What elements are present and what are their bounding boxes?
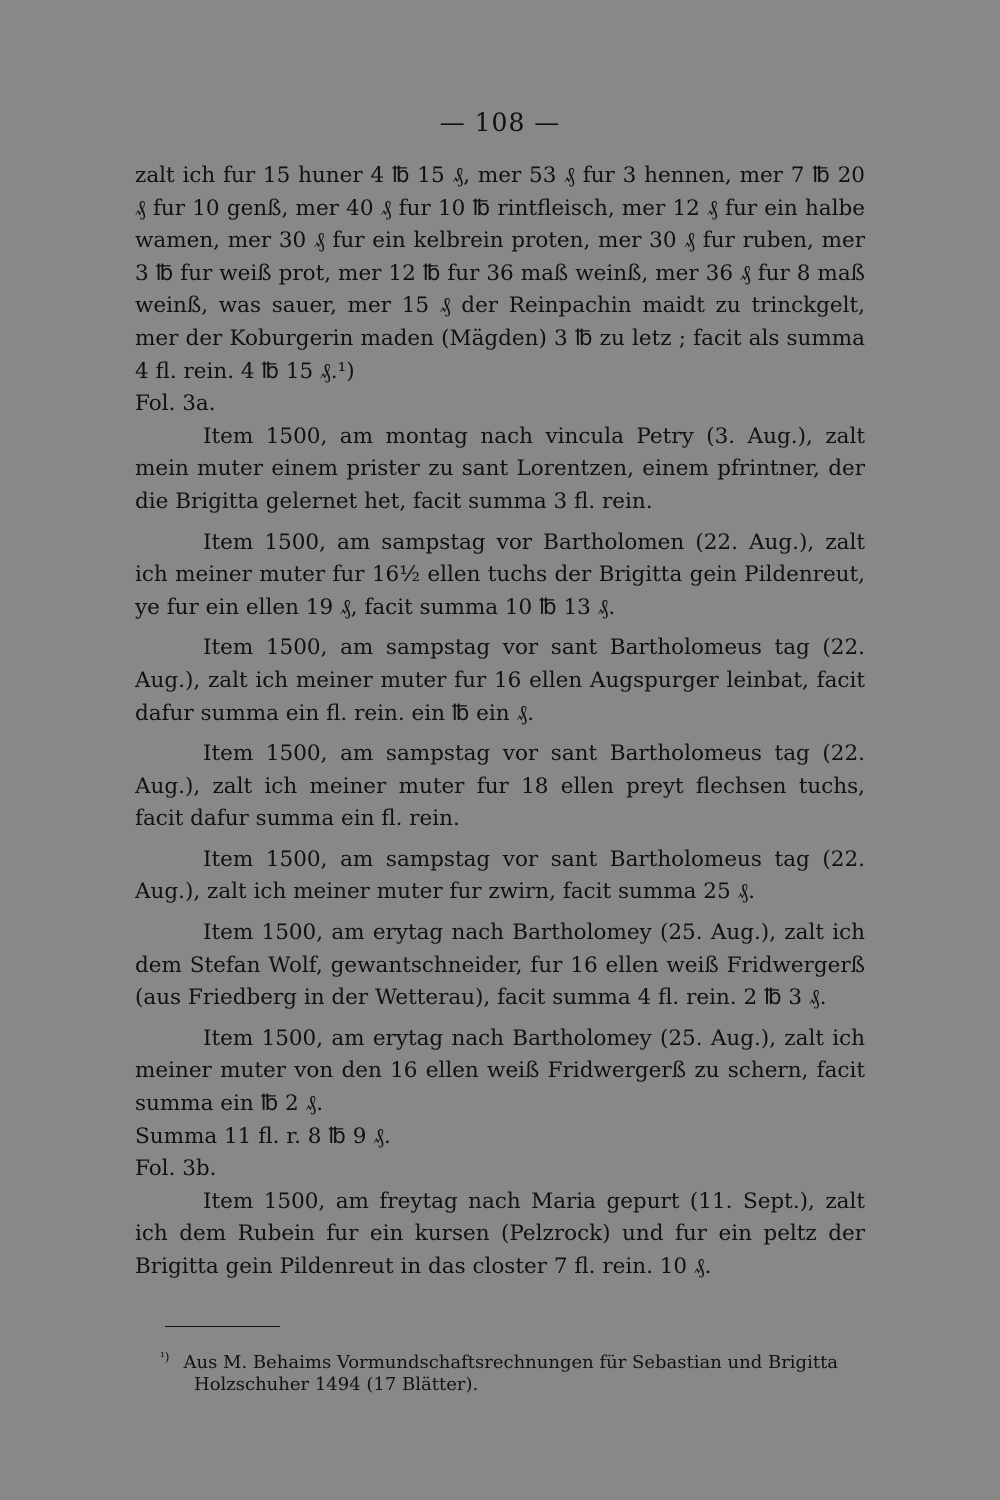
summa-line: Summa 11 fl. r. 8 ℔ 9 ₰.: [135, 1123, 391, 1149]
page-number: — 108 —: [439, 108, 561, 137]
paragraph: Item 1500, am montag nach vincula Petry (3. Aug.), zalt mein muter einem prister zu sant Lorentzen, einem pfrintner, der die Brigitta gelernet het, facit summa 3 fl. rein.: [135, 423, 865, 514]
paragraph: Item 1500, am sampstag vor sant Bartholomeus tag (22. Aug.), zalt ich meiner muter fur 16 ellen Augspurger leinbat, facit dafur summa ein fl. rein. ein ℔ ein ₰.: [135, 635, 865, 726]
paragraph: Item 1500, am sampstag vor sant Bartholomeus tag (22. Aug.), zalt ich meiner muter fur zwirn, facit summa 25 ₰.: [135, 846, 865, 905]
footnote-rule: [165, 1326, 280, 1327]
paragraph: Item 1500, am sampstag vor sant Bartholomeus tag (22. Aug.), zalt ich meiner muter fur 18 ellen preyt flechsen tuchs, facit dafur summa ein fl. rein.: [135, 741, 865, 832]
footnote: [160, 1346, 870, 1396]
footnote-mark: ¹): [160, 1350, 170, 1364]
paragraph: zalt ich fur 15 huner 4 ℔ 15 ₰, mer 53 ₰ fur 3 hennen, mer 7 ℔ 20 ₰ fur 10 genß, mer 40 ₰ fur 10 ℔ rintfleisch, mer 12 ₰ fur ein halbe wamen, mer 30 ₰ fur ein kelbrein proten, mer 30 ₰ fur ruben, mer 3 ℔ fur weiß prot, mer 12 ℔ fur 36 maß weinß, mer 36 ₰ fur 8 maß weinß, was sauer, mer 15 ₰ der Reinpachin maidt zu trinckgelt, mer der Koburgerin maden (Mägden) 3 ℔ zu letz ; facit als summa 4 fl. rein. 4 ℔ 15 ₰.¹): [135, 163, 865, 384]
footnote-line: [160, 1346, 870, 1374]
paragraph: Item 1500, am erytag nach Bartholomey (25. Aug.), zalt ich meiner muter von den 16 ellen weiß Fridwergerß zu schern, facit summa ein ℔ 2 ₰.: [135, 1025, 865, 1117]
folio-label: Fol. 3b.: [135, 1156, 217, 1182]
footnote-line-2: Holzschuher 1494 (17 Blätter).: [194, 1374, 479, 1395]
footnote-text: Aus M. Behaims Vormundschaftsrechnungen für Sebastian und Brigitta: [183, 1352, 839, 1373]
paragraph: Item 1500, am freytag nach Maria gepurt (11. Sept.), zalt ich dem Rubein fur ein kursen (Pelzrock) und fur ein peltz der Brigitta gein Pildenreut in das closter 7 fl. rein. 10 ₰.: [135, 1188, 865, 1279]
paragraph: Item 1500, am erytag nach Bartholomey (25. Aug.), zalt ich dem Stefan Wolf, gewantschneider, fur 16 ellen weiß Fridwergerß (aus Friedberg in der Wetterau), facit summa 4 fl. rein. 2 ℔ 3 ₰.: [135, 920, 865, 1011]
folio-label: Fol. 3a.: [135, 391, 216, 417]
paragraph: Item 1500, am sampstag vor Bartholomen (22. Aug.), zalt ich meiner muter fur 16½ ellen tuchs der Brigitta gein Pildenreut, ye fur ein ellen 19 ₰, facit summa 10 ℔ 13 ₰.: [135, 529, 865, 620]
body-text: [135, 160, 865, 1284]
